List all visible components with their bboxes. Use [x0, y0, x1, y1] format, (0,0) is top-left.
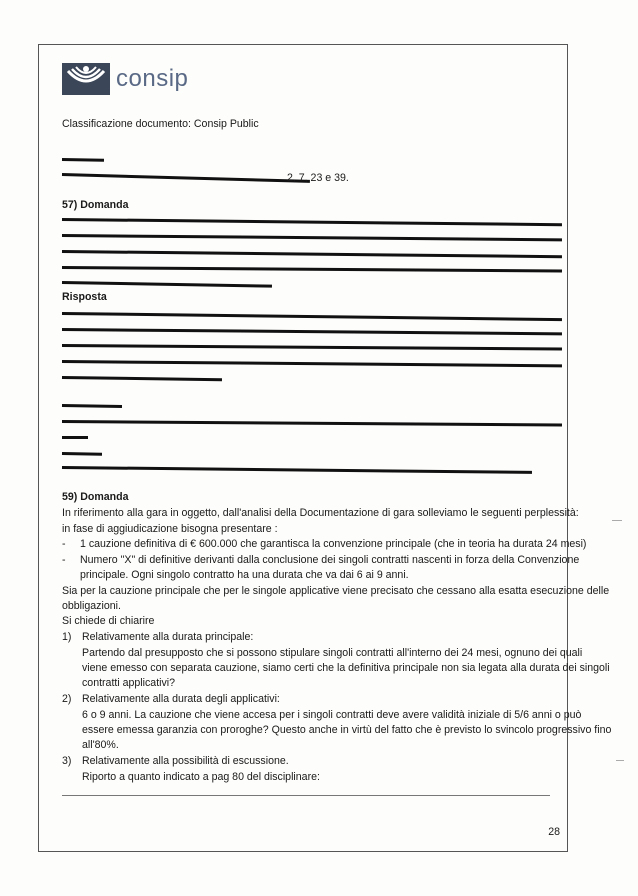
question-57-heading: 57) Domanda: [62, 199, 129, 211]
scan-mark: [612, 520, 622, 521]
consip-logo-icon: [62, 63, 110, 95]
question-59-phase: in fase di aggiudicazione bisogna presentare :: [62, 523, 278, 535]
paragraph: obbligazioni.: [62, 600, 121, 612]
numbered-item-title: 2) Relativamente alla durata degli applicativi:: [62, 693, 280, 705]
redaction-bar: [62, 436, 88, 439]
brand-name: consip: [116, 65, 189, 92]
redacted-fragment: 2, 7, 23 e 39.: [287, 172, 349, 184]
numbered-item-title: 3) Relativamente alla possibilità di escussione.: [62, 755, 289, 767]
page-number: 28: [548, 826, 560, 838]
numbered-item-line: all'80%.: [82, 739, 119, 751]
numbered-item-line: contratti applicativi?: [82, 677, 176, 689]
question-59-intro: In riferimento alla gara in oggetto, dall'analisi della Documentazione di gara solleviamo le seguenti perplessità:: [62, 507, 579, 519]
ask-line: Si chiede di chiarire: [62, 615, 155, 627]
numbered-item-title: 1) Relativamente alla durata principale:: [62, 631, 254, 643]
document-classification: Classificazione documento: Consip Public: [62, 118, 259, 130]
bullet-continuation: principale. Ogni singolo contratto ha una durata che va dai 6 ai 9 anni.: [80, 569, 409, 581]
bullet-item: - 1 cauzione definitiva di € 600.000 che garantisca la convenzione principale (che in teoria ha durata 24 mesi): [62, 538, 587, 550]
scan-mark: [616, 760, 624, 761]
consip-logo: [62, 62, 188, 96]
paragraph: Sia per la cauzione principale che per le singole applicative viene precisato che cessano alla esatta esecuzione delle: [62, 585, 610, 597]
numbered-item-line: essere emessa garanzia con proroghe? Questo anche in virtù del fatto che è previsto lo svincolo progressivo fino: [82, 724, 612, 736]
question-57-answer-label: Risposta: [62, 291, 107, 303]
bullet-item: - Numero "X" di definitive derivanti dalla conclusione dei singoli contratti nascenti in forza della Convenzione: [62, 554, 580, 566]
footer-divider: [62, 795, 550, 796]
numbered-item-line: Riporto a quanto indicato a pag 80 del disciplinare:: [82, 771, 320, 783]
question-59-heading: 59) Domanda: [62, 491, 129, 503]
numbered-item-line: viene emesso con separata cauzione, siamo certi che la definitiva principale non sia legata alla durata dei singoli: [82, 662, 610, 674]
numbered-item-line: Partendo dal presupposto che si possono stipulare singoli contratti all'interno dei 24 mesi, ognuno dei quali: [82, 647, 583, 659]
numbered-item-line: 6 o 9 anni. La cauzione che viene accesa per i singoli contratti deve avere validità iniziale di 5/6 anni o può: [82, 709, 582, 721]
